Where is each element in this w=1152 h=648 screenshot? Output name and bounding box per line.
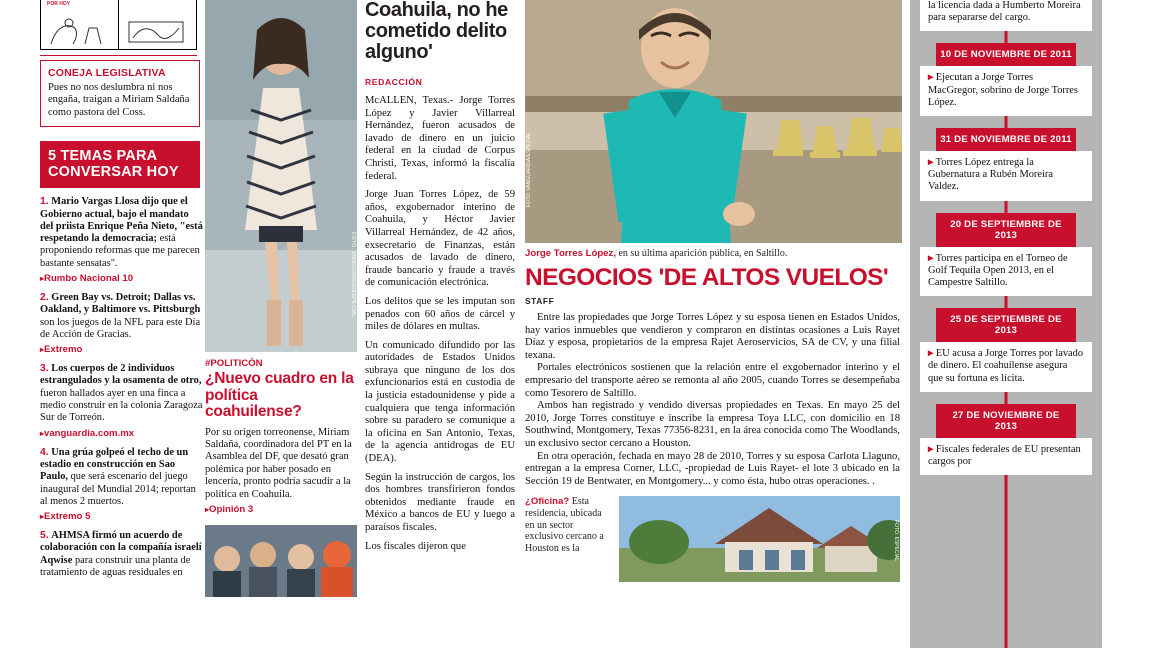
bottom-photo-politicos — [205, 525, 357, 597]
timeline-item — [920, 43, 1092, 116]
timeline-date: 27 DE NOVIEMBRE DE 2013 — [936, 404, 1076, 438]
timeline-column — [910, 0, 1102, 648]
story-paragraph: Los delitos que se les imputan son penados con 60 años de cárcel y miles de dólares en multas. — [365, 295, 515, 333]
timeline-date: 20 DE SEPTIEMBRE DE 2013 — [936, 213, 1076, 247]
photo-credit: FOTO: VANGUARDIA/ESPECIAL — [350, 232, 356, 318]
story-paragraph: McALLEN, Texas.- Jorge Torres López y Javier Villarreal Hernández, fueron acusados de lavado de dinero en un juicio federal en la ciudad de Corpus Christi, Texas, informó la fiscalía federal. — [365, 95, 515, 182]
timeline-item — [920, 308, 1092, 392]
timeline-text: ▸ Torres participa en el Torneo de Golf Tequila Open 2013, en el Campestre Saltillo. — [920, 247, 1092, 297]
tema-number: 4. — [40, 446, 49, 458]
tema-lead: Mario Vargas Llosa dijo que el Gobierno actual, bajo el mandato del priista Enrique Peña Nieto, — [40, 196, 189, 232]
tema-rest: "está respetando la democracia; — [40, 220, 203, 245]
politicon-headline: ¿Nuevo cuadro en la política coahuilense? — [205, 370, 354, 420]
column-main-feature — [525, 0, 910, 648]
story-headline-continued: Coahuila, no he cometido delito alguno' — [365, 0, 508, 63]
coneja-kicker: CONEJA LEGISLATIVA — [48, 67, 166, 79]
feature-paragraph: Ambos han registrado y vendido diversas propiedades en Texas. En mayo 25 del 2010, Jorge Torres constituye e inscribe la empresa Toya LLC, con domicilio en 18 Southwind, Montgomery, Texas 77356-8231, en la área conocida como The Woodlands, un exclusivo sector cercano a Houston. — [525, 400, 900, 449]
timeline-item — [920, 404, 1092, 475]
tema-number: 1. — [40, 196, 49, 208]
house-photo-credit: FOTO: ESPECIAL — [893, 520, 899, 562]
story-paragraph: Un comunicado difundido por las autoridades de Estados Unidos subraya que ninguno de los dos exfuncionarios está en custodia de la justicia estadounidense y pide a cualquiera que tenga información sobre su paradero se comunique a la oficina en San Antonio, Texas, de la agencia antidrogas de EU (DEA). — [365, 339, 515, 465]
timeline-text: ▸ Fiscales federales de EU presentan cargos por — [920, 438, 1092, 475]
politicon-body: Por su origen torreonense, Miriam Saldaña, coordinadora del PT en la Asamblea del DF, que desató gran polémica por haber posado en lencería, pronto podría sacudir a la política en Coahuila. — [205, 426, 352, 500]
tema-number: 5. — [40, 530, 49, 542]
tema-tail: está proponiendo reformas que me parecen bastante sensatas". — [40, 233, 200, 269]
tema-number: 3. — [40, 363, 49, 375]
timeline-text: ▸ EU acusa a Jorge Torres por lavado de dinero. El coahuilense asegura que su fortuna es lícita. — [920, 342, 1092, 392]
column-politicon — [205, 0, 365, 648]
timeline-date: 31 DE NOVIEMBRE DE 2011 — [936, 128, 1076, 151]
tema-item — [40, 530, 203, 579]
column-opinion — [0, 0, 205, 648]
byline: REDACCIÓN — [365, 77, 423, 87]
tema-tag[interactable]: ▸Extremo 5 — [40, 511, 91, 523]
tema-tail: fueron hallados ayer en una finca a medio construir en la colonia Zaragoza Sur de Torreón. — [40, 387, 203, 424]
hashtag-politicon: #POLITICÓN — [205, 358, 263, 369]
editorial-cartoon — [40, 0, 197, 50]
cartoon-panel-right — [119, 0, 197, 49]
feature-headline: NEGOCIOS 'DE ALTOS VUELOS' — [525, 264, 889, 291]
fashion-photo — [205, 0, 357, 352]
cartoon-sketch-left — [45, 16, 115, 46]
tema-lead: AHMSA firmó un acuerdo de colaboración con la compañía israelí Aqwise — [40, 530, 202, 566]
tema-lead: Los cuerpos de 2 individuos estrangulados y la osamenta de otro, — [40, 363, 202, 387]
story-paragraph: Jorge Juan Torres López, de 59 años, exgobernador interino de Coahuila, y Héctor Javier Villarreal Hernández, de 42 años, exsecretario de Finanzas, están acusados de lavado de dinero, fraude bancario y fraude a través de comunicación electrónica. — [365, 189, 515, 289]
divider-red — [40, 55, 197, 56]
opinion-link[interactable]: ▸Opinión 3 — [205, 503, 254, 515]
main-photo-caption: Jorge Torres López, en su última aparición pública, en Saltillo. — [525, 248, 788, 259]
tema-tag[interactable]: ▸Extremo — [40, 344, 83, 356]
tema-lead: Una grúa golpeó el techo de un estadio en construcción en Sao Paulo, — [40, 446, 189, 483]
house-photo — [619, 496, 900, 582]
tema-tag[interactable]: ▸vanguardia.com.mx — [40, 427, 135, 439]
timeline-text: ▸ Ejecutan a Jorge Torres MacGregor, sobrino de Jorge Torres López. — [920, 66, 1092, 116]
timeline-item — [920, 213, 1092, 297]
timeline-text: ▸ Torres López entrega la Gubernatura a Rubén Moreira Valdez. — [920, 151, 1092, 201]
tema-number: 2. — [40, 292, 49, 303]
photo-illustration-house — [619, 496, 900, 582]
main-photo-torres — [525, 0, 902, 243]
tema-tag[interactable]: ▸Rumbo Nacional 10 — [40, 273, 134, 284]
tema-tail: para construir una planta de tratamiento de aguas residuales en — [40, 554, 191, 579]
story-paragraph: Según la instrucción de cargos, los dos hombres transfirieron fondos obtenidos mediante fraude en México a bancos de EU y luego a paraísos fiscales. — [365, 471, 515, 533]
tema-tail: son los juegos de la NFL para este Día de Acción de Gracias. — [40, 316, 201, 340]
timeline-date: 10 DE NOVIEMBRE DE 2011 — [936, 43, 1076, 66]
cartoon-label: POR HOY — [47, 1, 71, 7]
feature-paragraph: Entre las propiedades que Jorge Torres López y su esposa tienen en Estados Unidos, hay varios inmuebles que vendieron y compraron en distintas ocasiones a Luis Rayet Díaz y esposa, propietarios de la empresa Rajet Aeroservicios, SA de CV, y una filial texana. — [525, 312, 900, 361]
tema-lead: Green Bay vs. Detroit; Dallas vs. Oakland, y Baltimore vs. Pittsburgh — [40, 292, 201, 316]
photo-illustration-main — [525, 0, 902, 243]
house-section — [525, 496, 900, 582]
photo-illustration — [205, 0, 357, 352]
photo-illustration-2 — [205, 525, 357, 597]
timeline-date: 25 DE SEPTIEMBRE DE 2013 — [936, 308, 1076, 342]
main-photo-credit: FOTO: VANGUARDIA/ESPECIAL — [526, 132, 532, 208]
timeline-item — [920, 128, 1092, 201]
house-caption: ¿Oficina? Esta residencia, ubicada en un sector exclusivo cercano a Houston es la — [525, 496, 604, 554]
cartoon-sketch-right — [123, 16, 193, 46]
column-story-text — [365, 0, 525, 648]
timeline-item — [920, 0, 1092, 31]
feature-byline: STAFF — [525, 296, 555, 306]
feature-paragraph: Portales electrónicos sostienen que la relación entre el exgobernador interino y el empresario del transporte aéreo se remonta al año 2005, cuando Torres se desempeñaba como Tesorero de Saltillo. — [525, 362, 900, 399]
coneja-box — [40, 60, 200, 127]
feature-paragraph: En otra operación, fechada en mayo 28 de 2010, Torres y su esposa Carlota Llaguno, entregan a la empresa Corner, LLC, -propiedad de Luis Rayet- el lote 3 ubicado en la Sección 19 de Bentwater, en Montgomery... y como ésta, hubo otras operaciones. . — [525, 450, 900, 487]
temas-header: 5 TEMAS PARA CONVERSAR HOY — [40, 141, 200, 188]
feature-body — [525, 312, 900, 488]
cartoon-panel-left — [41, 0, 119, 49]
story-paragraph: Los fiscales dijeron que — [365, 540, 466, 552]
tema-item — [40, 447, 203, 522]
coneja-body: Pues no nos deslumbra ni nos engaña, traigan a Miriam Saldaña como pastora del Coss. — [48, 82, 190, 118]
timeline-text: la licencia dada a Humberto Moreira para separarse del cargo. — [920, 0, 1092, 31]
tema-item — [40, 363, 203, 438]
tema-item — [40, 196, 203, 284]
tema-item — [40, 292, 203, 355]
tema-tail: que será escenario del juego inaugural del Mundial 2014; reportan al menos 2 muertos. — [40, 471, 196, 507]
